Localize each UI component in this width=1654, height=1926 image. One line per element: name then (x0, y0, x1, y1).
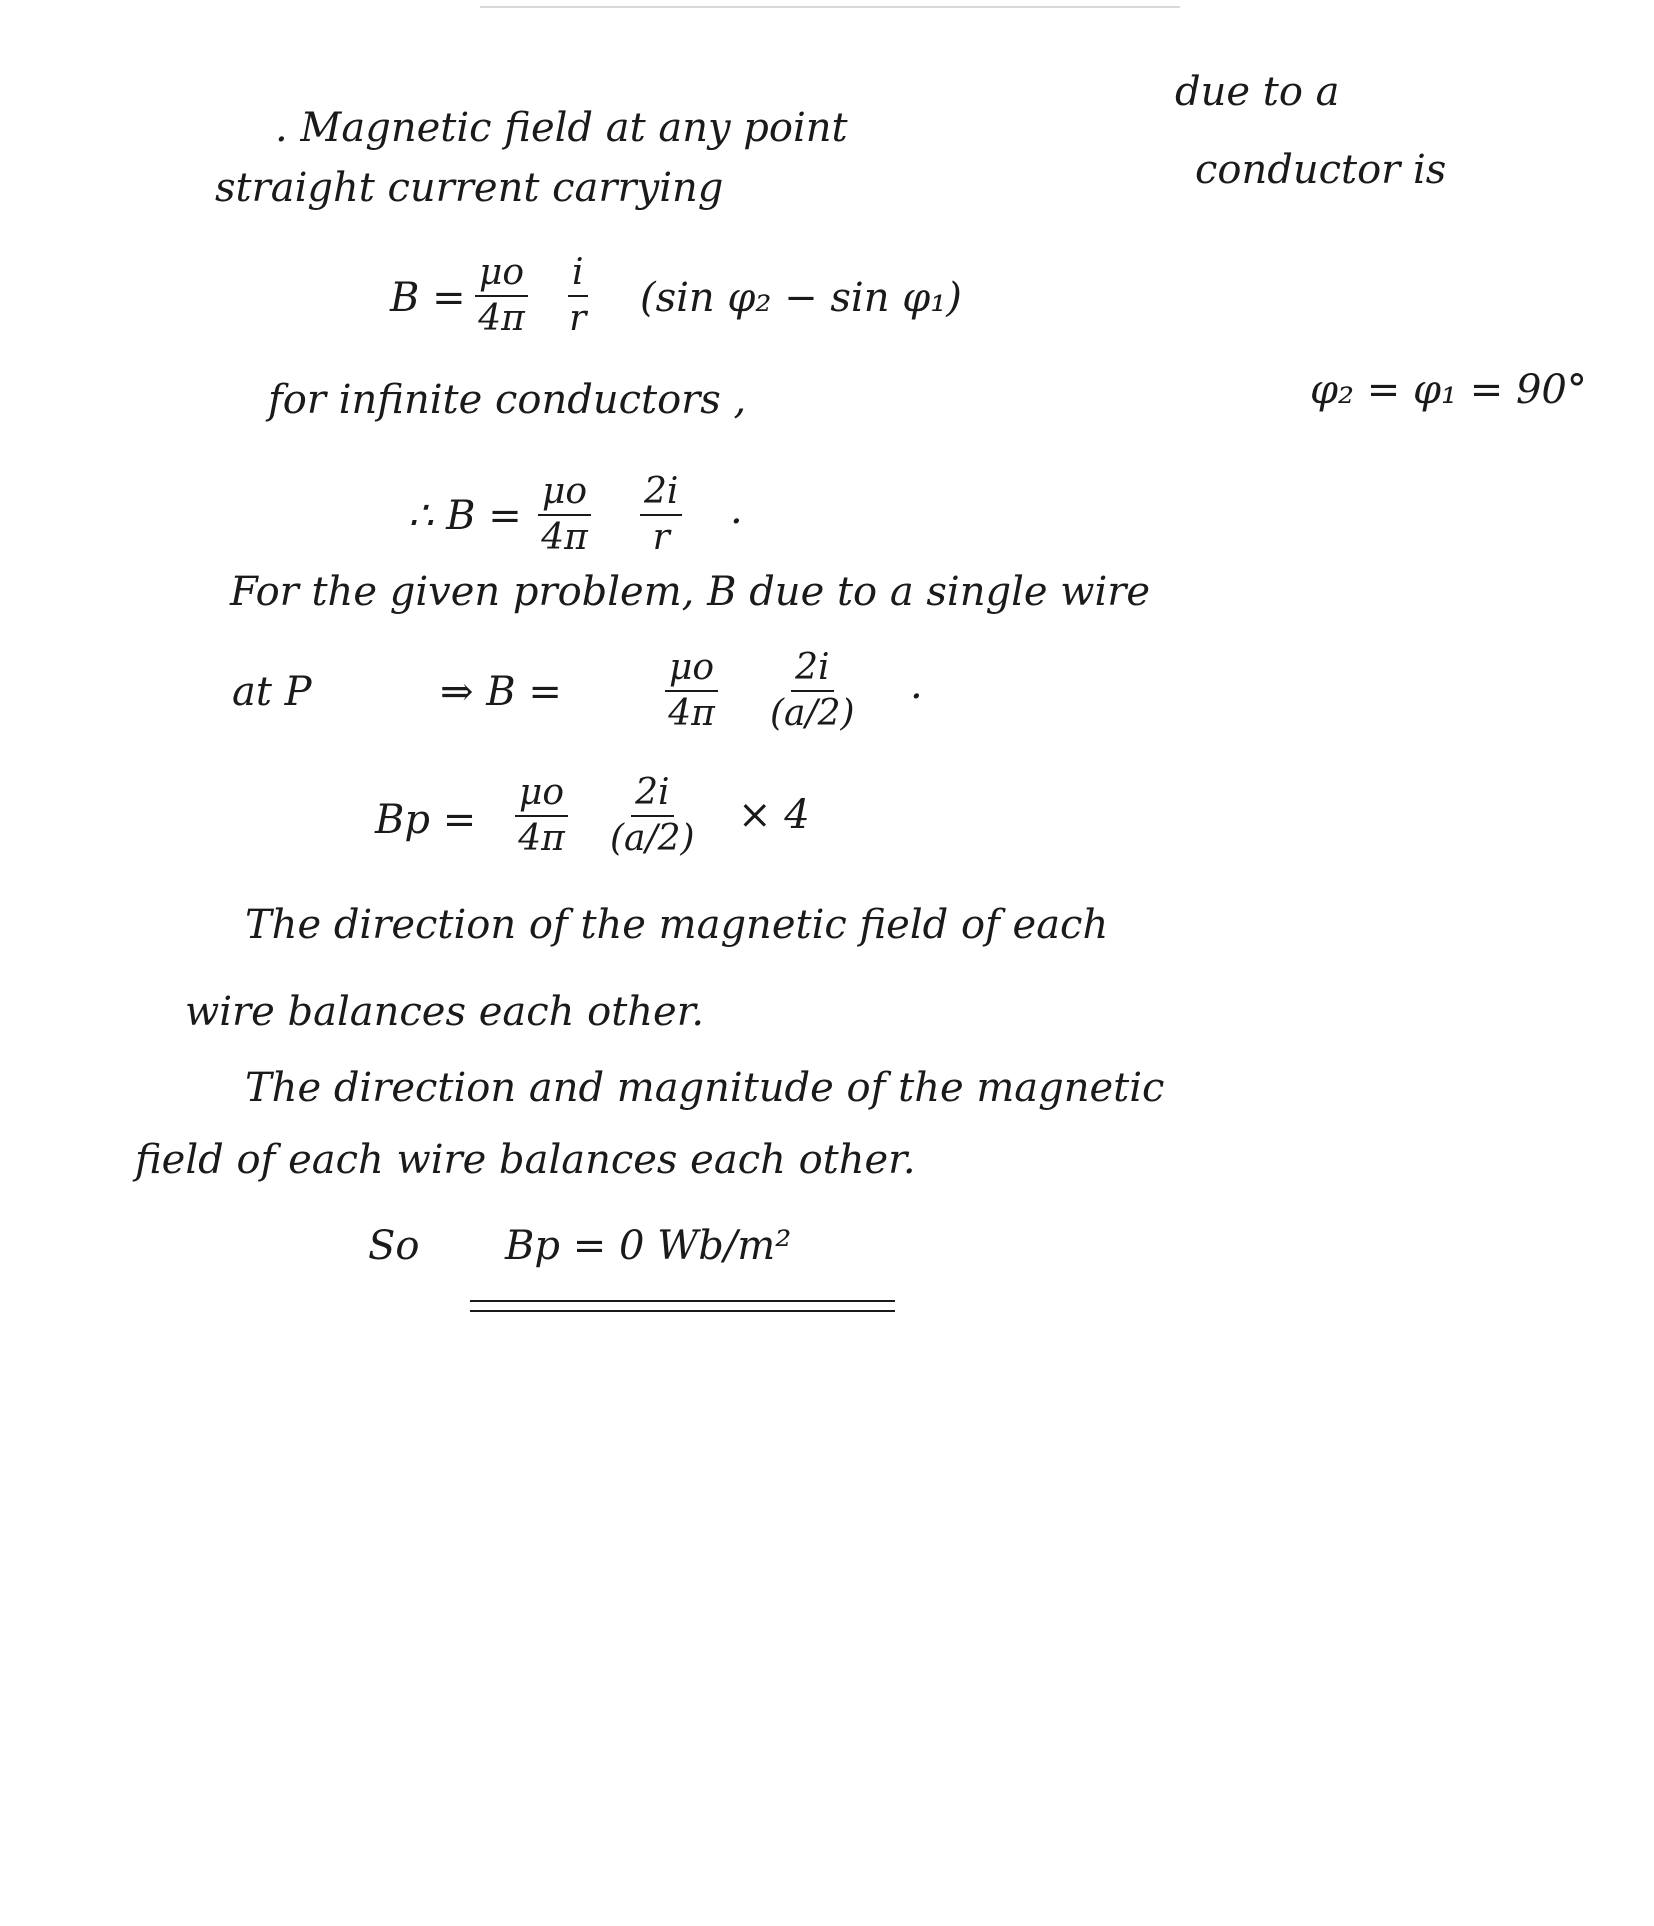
magnitude-line1: The direction and magnitude of the magnetic (245, 1065, 1165, 1111)
formula1-frac-num: i (568, 255, 588, 297)
formula4-lhs: Bp = (375, 797, 477, 843)
magnitude-line2: field of each wire balances each other. (135, 1137, 916, 1183)
formula2-frac (640, 471, 682, 558)
result-underline-2 (470, 1310, 895, 1312)
formula1-frac (568, 252, 588, 339)
formula2-coef (538, 471, 591, 558)
formula2-frac-den: r (652, 517, 670, 558)
formula2-coef-den: 4π (541, 517, 588, 558)
formula4-coef-den: 4π (518, 818, 565, 859)
formula1-coef-num: μo (475, 255, 528, 297)
intro-line2b: conductor is (1195, 147, 1447, 193)
direction-line2: wire balances each other. (185, 989, 705, 1035)
problem-frac-num: 2i (791, 650, 833, 692)
intro-line1a: . Magnetic field at any point (275, 105, 848, 151)
formula1-coef (475, 252, 528, 339)
problem-frac (770, 647, 855, 734)
problem-arrow: ⇒ B = (440, 669, 562, 715)
infinite-condition: φ₂ = φ₁ = 90° (1310, 367, 1587, 413)
formula1-lhs: B = (390, 275, 466, 321)
problem-coef-num: μo (665, 650, 718, 692)
problem-line1: For the given problem, B due to a single wire (230, 569, 1151, 615)
problem-frac-den: (a/2) (770, 693, 855, 734)
infinite-text: for infinite conductors , (268, 377, 747, 423)
top-rule (480, 6, 1180, 8)
problem-coef (665, 647, 718, 734)
problem-coef-den: 4π (668, 693, 715, 734)
formula2-tail: . (730, 487, 743, 533)
formula2-frac-num: 2i (640, 474, 682, 516)
intro-line1b: due to a (1175, 69, 1340, 115)
problem-line2: at P (232, 669, 312, 715)
formula4-frac (610, 772, 695, 859)
result-underline-1 (470, 1300, 895, 1302)
formula4-frac-num: 2i (631, 775, 673, 817)
result-value: Bp = 0 Wb/m² (505, 1223, 792, 1269)
formula2-lhs: ∴ B = (408, 493, 522, 539)
formula4-coef-num: μo (515, 775, 568, 817)
formula4-frac-den: (a/2) (610, 818, 695, 859)
formula2-coef-num: μo (538, 474, 591, 516)
formula1-frac-den: r (569, 298, 587, 339)
formula4-coef (515, 772, 568, 859)
result-prefix: So (368, 1223, 420, 1269)
formula4-tail: × 4 (738, 792, 810, 838)
problem-tail: . (910, 662, 923, 708)
formula1-coef-den: 4π (478, 298, 525, 339)
direction-line1: The direction of the magnetic field of each (245, 902, 1109, 948)
intro-line2a: straight current carrying (215, 165, 724, 211)
formula1-rest: (sin φ₂ − sin φ₁) (640, 275, 962, 321)
